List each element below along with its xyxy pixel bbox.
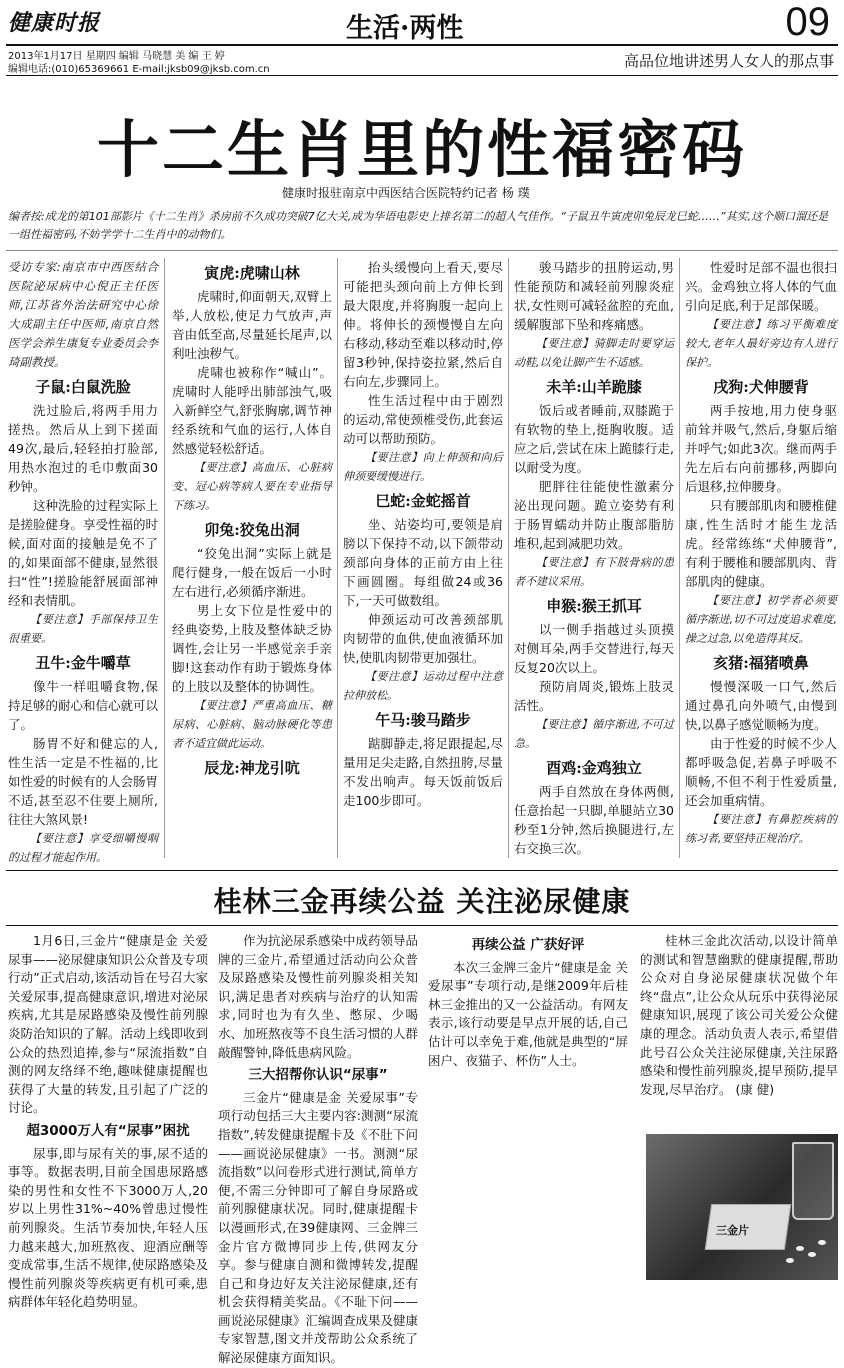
paragraph: 肠胃不好和健忘的人,性生活一定是不性福的,比如性爱的时候有的人会肠胃不适,甚至忍不住要上厕所,往往大煞风景! <box>8 736 159 827</box>
paragraph: 肥胖往往能使性激素分泌出现问题。跪立姿势有利于肠胃蠕动并防止腹部脂肪堆积,起到减肥功效。 <box>514 479 674 551</box>
paragraph: 洗过脸后,将两手用力搓热。然后从上到下搓面49次,最后,轻轻拍打脸部,用热水泡过的毛巾敷面30秒钟。 <box>8 403 158 494</box>
section-tagline: 高品位地讲述男人女人的那点事 <box>623 52 834 70</box>
section-heading: 申猴:猴王抓耳 <box>546 597 642 615</box>
caution-note: 【要注意】有鼻腔疾病的练习者,要坚持正规治疗。 <box>685 813 837 845</box>
expert-list: 受访专家:南京市中西医结合医院泌尿病中心倪正主任医师,江苏省外治法研究中心徐大成副主任中医师,南京自然医学会养生康复专业委员会李琦副教授。 <box>8 260 158 369</box>
column-4 <box>514 258 674 858</box>
paragraph: 只有腰部肌肉和腰椎健康,性生活时才能生龙活虎。经常练练“犬伸腰背”,有利于腰椎和腰部肌肉、背部肌肉的健康。 <box>685 498 837 589</box>
subheading: 三大招帮你认识“尿事” <box>248 1067 388 1084</box>
caution-note: 【要注意】骑脚走时要穿运动鞋,以免让脚产生不适感。 <box>514 337 674 369</box>
paragraph: 慢慢深吸一口气,然后通过鼻孔向外喷气,由慢到快,以鼻子感觉顺畅为度。 <box>685 679 837 732</box>
paragraph: 以一侧手指越过头顶摸对侧耳朵,两手交替进行,每天反复20次以上。 <box>514 622 674 675</box>
section-heading: 寅虎:虎啸山林 <box>204 264 300 282</box>
section-heading: 午马:骏马踏步 <box>375 711 471 729</box>
caution-note: 【要注意】初学者必须要循序渐进,切不可过度追求难度,操之过急,以免造得其反。 <box>685 594 837 645</box>
byline: 健康时报驻南京中西医结合医院特约记者 杨 璞 <box>282 186 530 200</box>
column-5 <box>685 258 837 848</box>
pill <box>786 1258 794 1263</box>
section-heading: 子鼠:白鼠洗脸 <box>35 378 131 396</box>
article-rule <box>6 870 838 871</box>
main-headline: 十二生肖里的性福密码 <box>96 113 747 186</box>
paragraph: 虎啸也被称作“喊山”。虎啸时人能呼出肺部浊气,吸入新鲜空气,舒张胸廓,调节神经系统和气血的运行,人体自然感觉轻松舒适。 <box>172 365 332 456</box>
paragraph: 桂林三金此次活动,以设计简单的测试和智慧幽默的健康提醒,帮助公众对自身泌尿健康状况做个年终“盘点”,让公众从玩乐中获得泌尿健康知识,展现了该公司关爱公众健康的理念。活动负责人表示,希望借此号召公众关注泌尿健康,关注尿路感染和慢性前列腺炎,提早预防,提早发现,尽早治疗。 (康 健) <box>640 933 838 1097</box>
paragraph: 由于性爱的时候不少人都呼吸急促,若鼻子呼吸不顺畅,不但不利于性爱质量,还会加重病情。 <box>685 736 837 808</box>
paragraph: 性爱时足部不温也很扫兴。金鸡独立将人体的气血引向足底,利于足部保暖。 <box>685 260 837 313</box>
header-rule <box>6 75 838 76</box>
second-headline: 桂林三金再续公益 关注泌尿健康 <box>213 885 631 918</box>
paragraph: 1月6日,三金片“健康是金 关爱尿事——泌尿健康知识公众普及专项行动”正式启动,该活动旨在号召大家关爱尿事,提高健康意识,增进对泌尿疾病,尤其是尿路感染及慢性前列腺炎防治知识的了解。活动上线即收到公众的热烈追捧,参与“尿流指数”自测的网友络绎不绝,趣味健康提醒也获得了大量的转发,且引起了广泛的讨论。 <box>8 933 209 1116</box>
caution-note: 【要注意】享受细嚼慢咽的过程才能起作用。 <box>8 832 158 864</box>
editor-contact: 编辑电话:(010)65369661 E-mail:jksb09@jksb.com.cn <box>8 64 270 75</box>
paragraph: 两手自然放在身体两侧,任意抬起一只脚,单腿站立30秒至1分钟,然后换腿进行,左右交换三次。 <box>514 784 674 856</box>
paragraph: 两手按地,用力使身驱前耸并吸气,然后,身躯后缩并呼气;如此3次。继而两手先左后右向前挪移,两脚向后退移,拉伸腰身。 <box>685 403 837 494</box>
pill <box>818 1240 826 1245</box>
product-label: 三金片 <box>716 1224 749 1237</box>
section-heading: 戌狗:犬伸腰背 <box>713 378 809 396</box>
water-glass <box>792 1142 834 1220</box>
column-divider <box>508 258 509 858</box>
paragraph: 坐、站姿均可,要领是肩膀以下保持不动,以下颌带动颈部向身体的正前方由上往下画圆圈。每组做24或36下,一天可做数组。 <box>343 517 503 608</box>
caution-note: 【要注意】高血压、心脏病变、冠心病等病人要在专业指导下练习。 <box>172 461 332 512</box>
paragraph: 骏马踏步的扭胯运动,男性能预防和减轻前列腺炎症状,女性则可减轻盆腔的充血,缓解腹部下坠和疼痛感。 <box>514 260 674 332</box>
column-2 <box>172 258 332 782</box>
editor-note: 编者按:成龙的第101部影片《十二生肖》杀房前不久成功突破7亿大关,成为华语电影史上排名第二的超人气佳作。“子鼠丑牛寅虎卯兔辰龙巳蛇……”其实,这个顺口溜还是一组性福密码,不妨学学十二生肖中的动物们。 <box>8 210 829 241</box>
pill <box>808 1252 816 1257</box>
column-divider <box>164 258 165 858</box>
article2-column-2 <box>218 932 418 1368</box>
caution-note: 【要注意】手部保持卫生很重要。 <box>8 613 158 645</box>
section-heading: 巳蛇:金蛇摇首 <box>375 492 471 510</box>
editor-rule <box>6 250 838 251</box>
pill <box>796 1246 804 1251</box>
page-number: 09 <box>785 0 830 44</box>
paragraph: 像牛一样咀嚼食物,保持足够的耐心和信心就可以了。 <box>8 679 159 732</box>
section-title: 生活·两性 <box>346 13 464 44</box>
column-3 <box>343 258 503 810</box>
issue-meta: 2013年1月17日 星期四 编辑 马晓慧 美 编 王 婷 <box>8 51 225 62</box>
section-heading: 亥猪:福猪喷鼻 <box>713 654 809 672</box>
subheading: 超3000万人有“尿事”困扰 <box>26 1122 190 1139</box>
paragraph: “狡兔出洞”实际上就是爬行健身,一般在饭后一小时左右进行,必须循序渐进。 <box>172 546 332 599</box>
second-headline-rule <box>6 925 838 926</box>
product-photo <box>646 1134 838 1280</box>
paragraph: 这种洗脸的过程实际上是搓脸健身。享受性福的时候,面对面的接触是免不了的,如果面部不健康,显然很扫“性”!搓脸能舒展面部神经和表情肌。 <box>8 498 159 608</box>
subheading: 再续公益 广获好评 <box>471 937 585 953</box>
paragraph: 虎啸时,仰面朝天,双臂上举,人放松,使足力气放声,声音由低至高,尽量延长尾声,以利吐浊秽气。 <box>172 289 332 361</box>
section-heading: 卯兔:狡兔出洞 <box>204 521 300 539</box>
paragraph: 男上女下位是性爱中的经典姿势,上肢及整体缺乏协调性,会让另一半感觉亲手亲脚!这套动作有助于锻炼身体的上肢以及整体的协调性。 <box>172 603 332 694</box>
column-divider <box>337 258 338 858</box>
paragraph: 三金片“健康是金 关爱尿事”专项行动包括三大主要内容:测测“尿流指数”,转发健康提醒卡及《不肚下问——画说泌尿健康》一书。测测“尿流指数”以问卷形式进行测试,简单方便,不需三分钟即可了解自身尿路或前列腺健康状况。同时,健康提醒卡以漫画形式,在39健康网、三金牌三金片官方微博同步上传,供网友分享。参与健康自测和微博转发,提醒自己和身边好友关注泌尿健康,还有机会获得精美奖品。《不耻下问——画说泌尿健康》汇编调查成果及健康专家智慧,图文并茂帮助公众系统了解泌尿健康方面知识。 <box>218 1089 419 1366</box>
caution-note: 【要注意】向上伸颈和向后伸颈要缓慢进行。 <box>343 451 503 483</box>
paragraph: 预防肩周炎,锻炼上肢灵活性。 <box>514 679 674 713</box>
article2-column-3 <box>428 932 628 1070</box>
section-heading: 酉鸡:金鸡独立 <box>546 759 642 777</box>
column-1 <box>8 258 158 867</box>
paragraph: 性生活过程中由于剧烈的运动,常使颈椎受伤,此套运动可以帮助预防。 <box>343 393 503 446</box>
paragraph: 踮脚静走,将足跟提起,尽量用足尖走路,自然扭胯,尽量不发出响声。每天饭前饭后走100步即可。 <box>343 736 503 808</box>
section-heading: 辰龙:神龙引吭 <box>204 759 300 777</box>
caution-note: 【要注意】严重高血压、糖尿病、心脏病、脑动脉硬化等患者不适宜做此运动。 <box>172 699 332 750</box>
masthead <box>0 0 844 44</box>
section-heading: 未羊:山羊跪膝 <box>546 378 642 396</box>
caution-note: 【要注意】循序渐进,不可过急。 <box>514 718 674 750</box>
paragraph: 饭后或者睡前,双膝跪于有软物的垫上,挺胸收腹。适应之后,尝试在床上跪膝行走,以耐受为度。 <box>514 403 674 475</box>
paragraph: 作为抗泌尿系感染中成药领导品牌的三金片,希望通过活动向公众普及尿路感染及慢性前列腺炎相关知识,满足患者对疾病与治疗的认知需求,同时也为有久坐、憋尿、少喝水、加班熬夜等不良生活习惯的人群敲醒警钟,降低患病风险。 <box>218 933 419 1060</box>
paragraph: 抬头缓慢向上看天,要尽可能把头颈向前上方伸长到最大限度,并将胸腹一起向上伸。将伸长的颈慢慢自左向右移动,移动至难以移动时,停留3秒钟,保持姿拉紧,然后自右向左,步骤同上。 <box>343 260 503 389</box>
column-divider <box>679 258 680 858</box>
section-heading: 丑牛:金牛嚼草 <box>35 654 131 672</box>
caution-note: 【要注意】运动过程中注意拉伸放松。 <box>343 670 503 702</box>
paragraph: 尿事,即与尿有关的事,尿不适的事等。数据表明,目前全国患尿路感染的男性和女性不下3000万人,20岁以上男性31%~40%曾患过慢性前列腺炎。生活节奏加快,年轻人压力越来越大,加班熬夜、迎酒应酬等变成常事,生活不规律,使尿路感染及慢性前列腺炎等疾病更有机可乘,患病群体年轻化趋势明显。 <box>8 1145 208 1310</box>
newspaper-logo: 健康时报 <box>8 10 101 36</box>
paragraph: 伸颈运动可改善颈部肌肉韧带的血供,使血液循环加快,使肌肉韧带更加强壮。 <box>343 612 503 665</box>
article2-column-4 <box>640 932 838 1099</box>
caution-note: 【要注意】有下肢骨病的患者不建议采用。 <box>514 556 674 588</box>
top-rule <box>6 44 838 46</box>
caution-note: 【要注意】练习平衡难度较大,老年人最好旁边有人进行保护。 <box>685 318 837 369</box>
article2-column-1 <box>8 932 208 1312</box>
paragraph: 本次三金牌三金片“健康是金 关爱尿事”专项行动,是继2009年后桂林三金推出的又一公益活动。有网友表示,该行动要是早点开展的话,自己估计可以幸免于难,他就是典型的“屏困户、夜猫子、杯伤”人士。 <box>428 959 629 1068</box>
